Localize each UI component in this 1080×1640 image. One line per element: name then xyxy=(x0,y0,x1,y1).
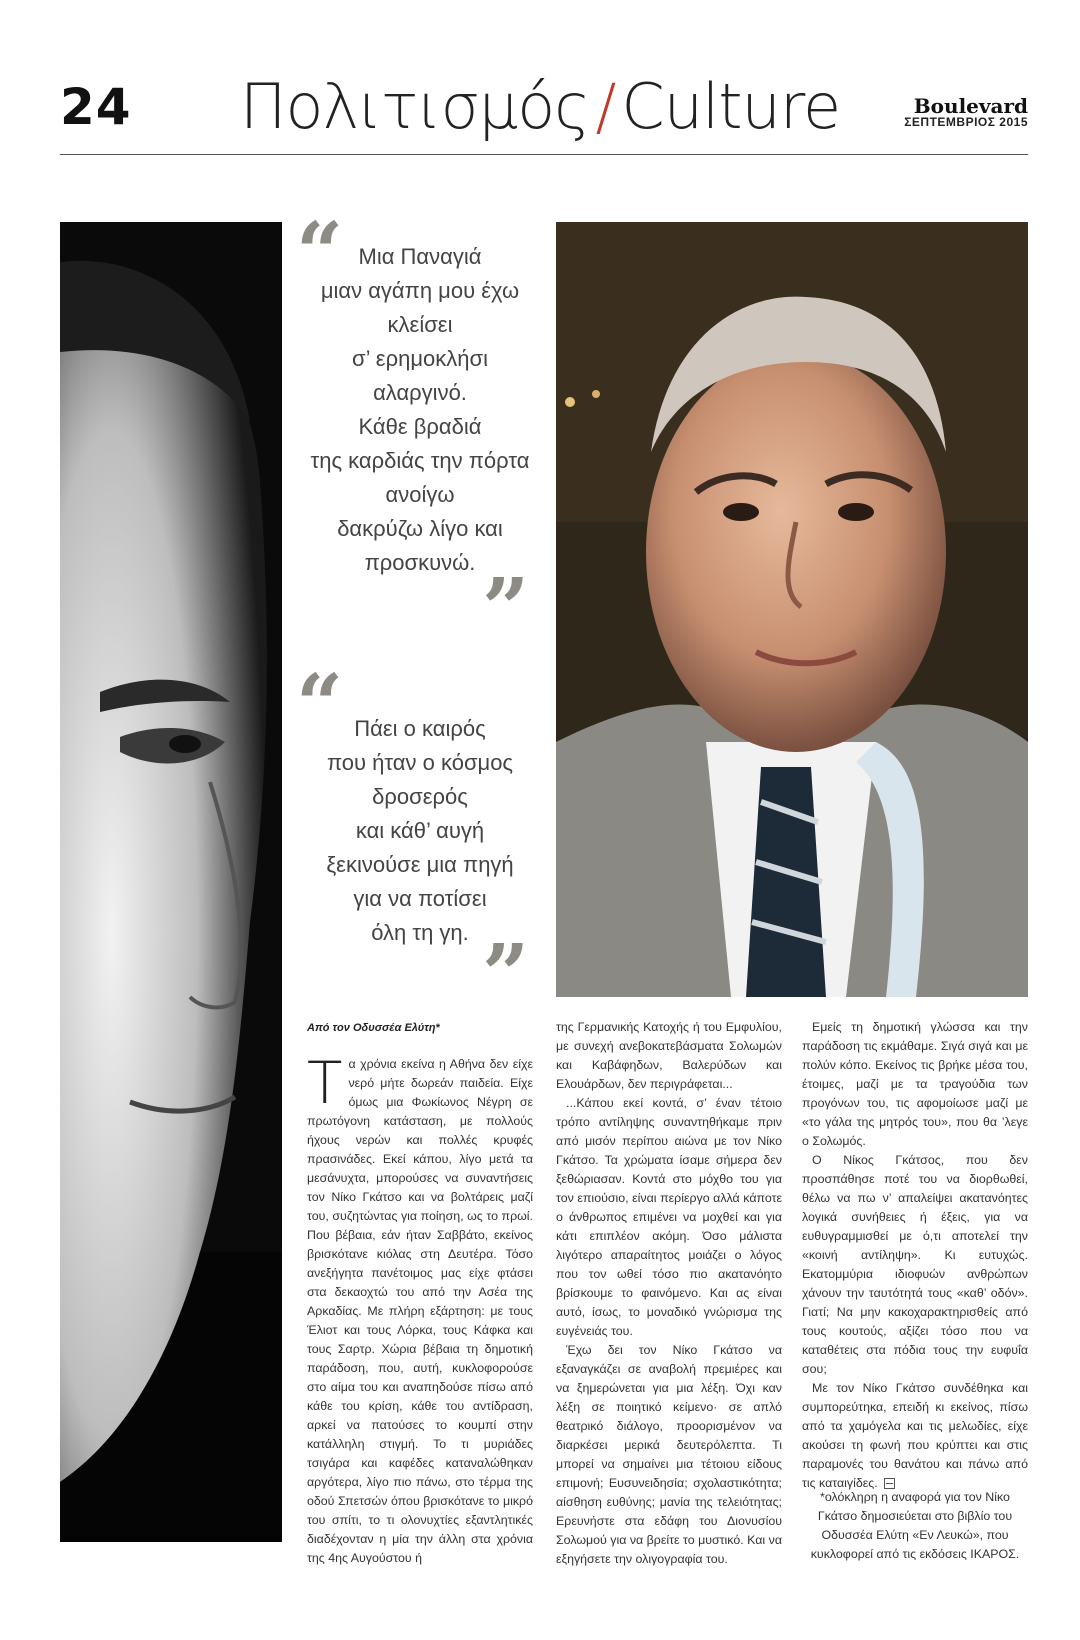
brand-logo: Boulevard xyxy=(913,94,1028,118)
quote-line: Πάει ο καιρός xyxy=(354,716,486,741)
drop-cap: Τ xyxy=(307,1049,343,1117)
quote-line: αλαργινό. xyxy=(373,380,467,405)
quote-line: της καρδιάς την πόρτα xyxy=(310,448,530,473)
quote-line: προσκυνώ. xyxy=(364,550,476,575)
pull-quote-1 xyxy=(300,240,540,580)
magazine-brand xyxy=(904,96,1028,128)
page-number: 24 xyxy=(60,78,132,136)
issue-date: ΣΕΠΤΕΜΒΡΙΟΣ 2015 xyxy=(904,115,1028,129)
portrait-left-illustration xyxy=(60,222,282,1542)
section-title-greek: Πολιτισμός xyxy=(239,70,590,143)
quote-line: δακρύζω λίγο και xyxy=(337,516,503,541)
article-byline: Από τον Οδυσσέα Ελύτη* xyxy=(307,1022,440,1034)
quote-line: ανοίγω xyxy=(385,482,455,507)
portrait-photo-left xyxy=(60,222,282,1542)
quote-open-mark-2: “ xyxy=(296,657,344,753)
portrait-right-illustration xyxy=(556,222,1028,997)
quote-close-mark-2: ” xyxy=(482,927,530,1023)
quote-line: και κάθ’ αυγή xyxy=(355,818,485,843)
article-paragraph: Έχω δει τον Νίκο Γκάτσο να εξαναγκάζει σε αναβολή πρεμιέρες και να ξημερώνεται για μια λέξη. Όχι καν λέξη σε ποιητικό κείμενο· σε απλό θεατρικό διάλογο, προορισμένον να διαρκέσει μερικά δευτερόλεπτα. Τι μπορεί να σημαίνει μια τέτοιου είδους επιμονή; Ευσυνειδησία; σχολαστικότητα; αίσθηση ευθύνης; μανία της τελειότητας; Ερευνήστε στα εδάφη του Διονυσίου Σολωμού για να βρείτε το μυστικό. Και να εξηγήσετε την ολιγογραφία του. xyxy=(556,1343,782,1566)
quote-line: μιαν αγάπη μου έχω xyxy=(320,278,520,303)
article-paragraph: Τα χρόνια εκείνα η Αθήνα δεν είχε νερό μήτε δωρεάν παιδεία. Είχε όμως μια Φωκίωνος Νέγρη σε πρωτόγονη κατάσταση, με πολλούς ήχους νερών και πολλές κρυφές πρασινάδες. Εκεί κάπου, λίγο μετά τα μεσάνυχτα, μπορούσες να συναντήσεις τον Νίκο Γκάτσο και να βολτάρεις μαζί του, συζητώντας για ποίηση, ως το πρωί. Που βέβαια, εάν ήταν Σαββάτο, εκείνος βρισκότανε κιόλας στη Δευτέρα. Τόσο ανεξήγητα πανέτοιμος μας είχε φτάσει στα δεκαοχτώ του από την Ασέα της Αρκαδίας. Με πλήρη εξάρτηση: με τους Έλιοτ και τους Λόρκα, τους Κάφκα και τους Σαρτρ. Χώρια βέβαια τη δημοτική παράδοση, που, αυτή, κυκλοφορούσε στο αίμα του και αναπηδούσε πίσω από κάθε του κρίση, κάθε του αντίδραση, αρκεί να πατούσες το κουμπί στην κατάλληλη στιγμή. Το τι μυριάδες τσιγάρα και καφέδες καταναλώθηκαν αργότερα, λίγο πιο πάνω, στο τέρμα της οδού Σπετσών όπου βρισκότανε το μικρό του σπίτι, το τι ολονυχτίες εξαντλητικές διαδέχονταν η μία την άλλη στα χρόνια της 4ης Αυγούστου ή xyxy=(307,1049,533,1565)
article-paragraph: της Γερμανικής Κατοχής ή του Εμφυλίου, με συνεχή ανεβοκατεβάσματα Σολωμών και Καβάφηδων, Βαλερύδων και Ελουάρδων, δεν περιγράφεται... xyxy=(556,1020,782,1091)
section-title-english: Culture xyxy=(621,70,841,143)
quote-line: κλείσει xyxy=(387,312,453,337)
quote-line: όλη τη γη. xyxy=(371,920,469,945)
article-paragraph: Εμείς τη δημοτική γλώσσα και την παράδοση τις εκμάθαμε. Σιγά σιγά και με πολύν κόπο. Εκείνος τις βρήκε μέσα του, έτοιμες, μαζί με τα τραγούδια των προγόνων του, τις αφομοίωσε μαζί με «το γάλα της μητρός του», που θα ’λεγε ο Σολωμός. xyxy=(802,1020,1028,1148)
quote-line: σ’ ερημοκλήσι xyxy=(352,346,488,371)
article-paragraph: ...Κάπου εκεί κοντά, σ’ έναν τέτοιο τρόπο αντίληψης συναντηθήκαμε πριν από μισόν περίπου αιώνα με τον Νίκο Γκάτσο. Τα χρώματα ίσαμε σήμερα δεν ξεθώριασαν. Κοντά στο μόχθο του για τον επιούσιο, είναι περίεργο αλλά κάποτε ο άνθρωπος επιμένει να μοχθεί και για κάτι επιπλέον ακόμη. Όσο μάλιστα λιγότερο απαραίτητος μοιάζει ο λόγος που τον ωθεί τόσο πιο ακατανόητο βρίσκουμε το φαινόμενο. Και ας είναι αυτό, ίσως, το μοναδικό γνώρισμα της ευγένειάς του. xyxy=(556,1096,782,1338)
quote-line: Κάθε βραδιά xyxy=(358,414,482,439)
article-column-1 xyxy=(307,1049,533,1568)
quote-close-mark-1: ” xyxy=(482,561,530,657)
article-column-2 xyxy=(556,1018,782,1569)
quote-line: για να ποτίσει xyxy=(353,886,487,911)
quote-line: δροσερός xyxy=(372,784,468,809)
pull-quote-2 xyxy=(300,712,540,950)
header-divider xyxy=(60,154,1028,155)
article-paragraph: Με τον Νίκο Γκάτσο συνδέθηκα και συμπορεύτηκα, επειδή κι εκείνος, πίσω από τα χαμόγελα και τις μελωδίες, είχε ακούσει τη φωνή που κρύπτει και στις παραμονές του θανάτου και πάνω από τις καταιγίδες. xyxy=(802,1381,1028,1490)
quote-open-mark-1: “ xyxy=(296,205,344,301)
article-paragraph: Ο Νίκος Γκάτσος, που δεν προσπάθησε ποτέ του να διορθωθεί, θέλω να πω ν’ απαλείψει ακατανόητες λογικά συνήθειες ή έξεις, για να ευθυγραμμισθεί με ό,τι αποτελεί την «κοινή αντίληψη». Κι ευτυχώς. Εκατομμύρια ιδιοφυών ανθρώπων χάνουν την ταυτότητά τους «καθ’ οδόν». Γιατί; Να μην κακοχαρακτηρισθείς από τους κουτούς, αξίζει τόσο που να καταθέτεις στα πόδια τους την ευφυΐα σου; xyxy=(802,1153,1028,1376)
section-title-slash: / xyxy=(595,70,616,143)
quote-line: ξεκινούσε μια πηγή xyxy=(326,852,514,877)
article-footnote: *ολόκληρη η αναφορά για τον Νίκο Γκάτσο δημοσιεύεται στο βιβλίο του Οδυσσέα Ελύτη «Εν Λευκώ», που κυκλοφορεί από τις εκδόσεις ΙΚΑΡΟΣ. xyxy=(810,1490,1020,1561)
quote-line: Μια Παναγιά xyxy=(358,244,482,269)
article-column-3 xyxy=(802,1018,1028,1493)
portrait-photo-right xyxy=(556,222,1028,997)
quote-line: που ήταν ο κόσμος xyxy=(326,750,514,775)
